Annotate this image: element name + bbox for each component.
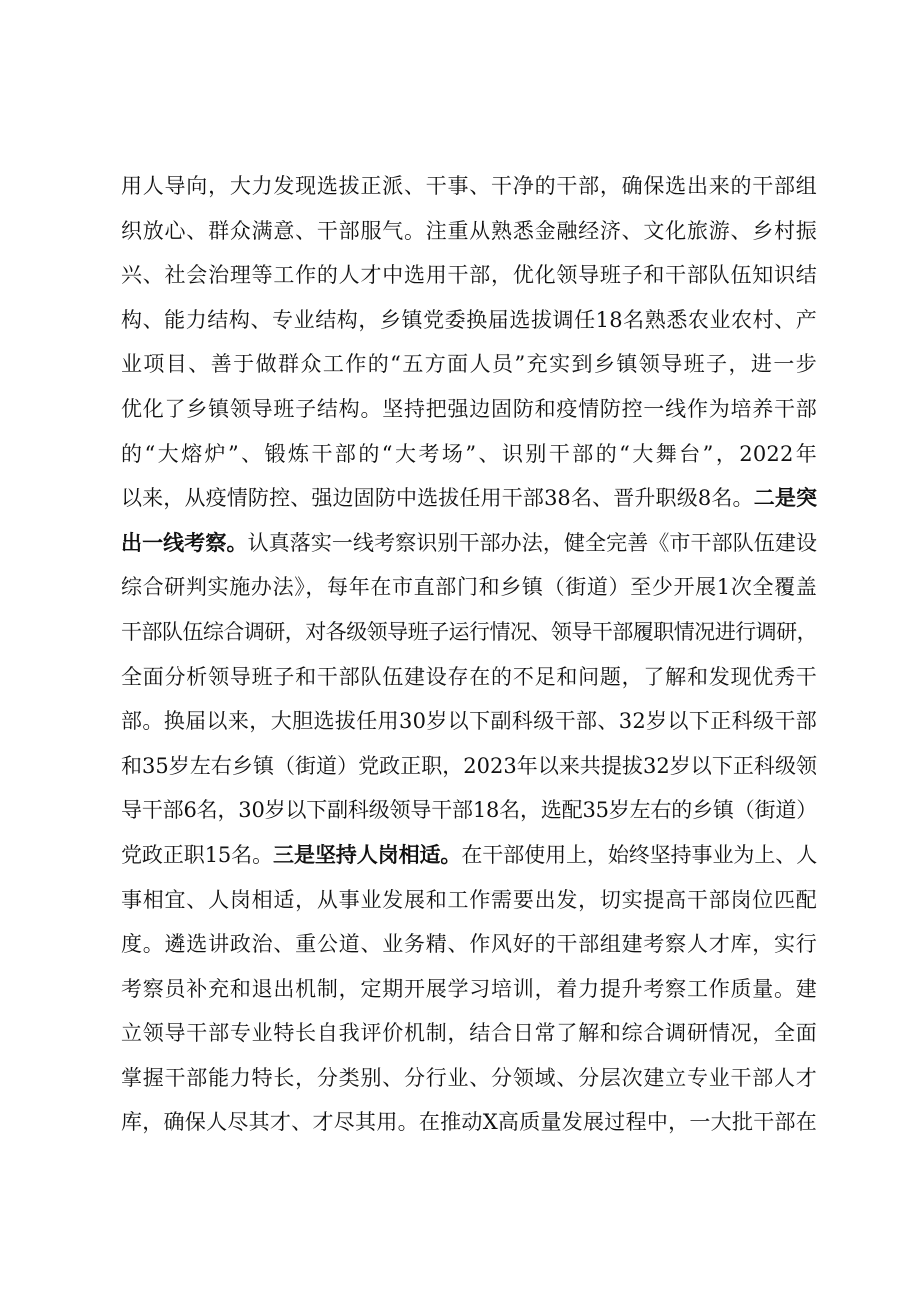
text-run: 党政正职15名。 xyxy=(121,842,274,867)
text-run: 掌握干部能力特长，分类别、分行业、分领域、分层次建立专业干部人才 xyxy=(121,1065,817,1090)
text-run: 的“大熔炉”、锻炼干部的“大考场”、识别干部的“大舞台”，2022年 xyxy=(121,441,817,466)
bold-heading-text: 出一线考察。 xyxy=(121,530,248,555)
text-run: 干部队伍综合调研，对各级领导班子运行情况、领导干部履职情况进行调研， xyxy=(121,619,817,644)
text-run: 用人导向，大力发现选拔正派、干事、干净的干部，确保选出来的干部组 xyxy=(121,174,817,198)
text-line xyxy=(121,833,817,878)
text-run: 度。遴选讲政治、重公道、业务精、作风好的干部组建考察人才库，实行 xyxy=(121,932,817,957)
text-line xyxy=(121,1100,817,1145)
text-run: 综合研判实施办法》，每年在市直部门和乡镇（街道）至少开展1次全覆盖 xyxy=(121,575,817,600)
text-line xyxy=(121,521,817,566)
text-line xyxy=(121,209,817,254)
bold-heading-text: 三是坚持人岗相适。 xyxy=(273,842,462,867)
text-run: 事相宜、人岗相适，从事业发展和工作需要出发，切实提高干部岗位匹配 xyxy=(121,887,817,912)
text-line xyxy=(121,788,817,833)
text-run: 构、能力结构、专业结构，乡镇党委换届选拔调任18名熟悉农业农村、产 xyxy=(121,307,817,332)
text-run: 和35岁左右乡镇（街道）党政正职，2023年以来共提拔32岁以下正科级领 xyxy=(121,753,817,778)
text-line xyxy=(121,432,817,477)
text-run: 优化了乡镇领导班子结构。坚持把强边固防和疫情防控一线作为培养干部 xyxy=(121,396,817,421)
text-line xyxy=(121,387,817,432)
text-run: 在干部使用上，始终坚持事业为上、人 xyxy=(461,842,817,867)
text-line xyxy=(121,744,817,789)
text-line xyxy=(121,878,817,923)
text-line xyxy=(121,655,817,700)
text-line xyxy=(121,922,817,967)
text-run: 立领导干部专业特长自我评价机制，结合日常了解和综合调研情况，全面 xyxy=(121,1021,817,1046)
text-run: 织放心、群众满意、干部服气。注重从熟悉金融经济、文化旅游、乡村振 xyxy=(121,218,817,243)
text-line xyxy=(121,164,817,209)
text-line xyxy=(121,298,817,343)
text-line xyxy=(121,967,817,1012)
text-run: 导干部6名，30岁以下副科级领导干部18名，选配35岁左右的乡镇（街道） xyxy=(121,798,817,823)
text-line xyxy=(121,699,817,744)
text-line xyxy=(121,476,817,521)
text-run: 部。换届以来，大胆选拔任用30岁以下副科级干部、32岁以下正科级干部 xyxy=(121,709,817,734)
text-run: 全面分析领导班子和干部队伍建设存在的不足和问题，了解和发现优秀干 xyxy=(121,664,817,689)
text-run: 以来，从疫情防控、强边固防中选拔任用干部38名、晋升职级8名。 xyxy=(121,486,754,511)
text-run: 兴、社会治理等工作的人才中选用干部，优化领导班子和干部队伍知识结 xyxy=(121,263,817,288)
text-line xyxy=(121,253,817,298)
text-line xyxy=(121,565,817,610)
body-text xyxy=(121,164,817,1145)
text-run: 考察员补充和退出机制，定期开展学习培训，着力提升考察工作质量。建 xyxy=(121,976,817,1001)
text-line xyxy=(121,610,817,655)
text-run: 认真落实一线考察识别干部办法，健全完善《市干部队伍建设 xyxy=(247,530,817,555)
bold-heading-text: 二是突 xyxy=(753,486,817,511)
text-line xyxy=(121,1011,817,1056)
text-line xyxy=(121,1056,817,1101)
text-run: 业项目、善于做群众工作的“五方面人员”充实到乡镇领导班子，进一步 xyxy=(121,352,817,377)
text-line xyxy=(121,342,817,387)
text-run: 库，确保人尽其才、才尽其用。在推动X高质量发展过程中，一大批干部在 xyxy=(121,1110,817,1135)
